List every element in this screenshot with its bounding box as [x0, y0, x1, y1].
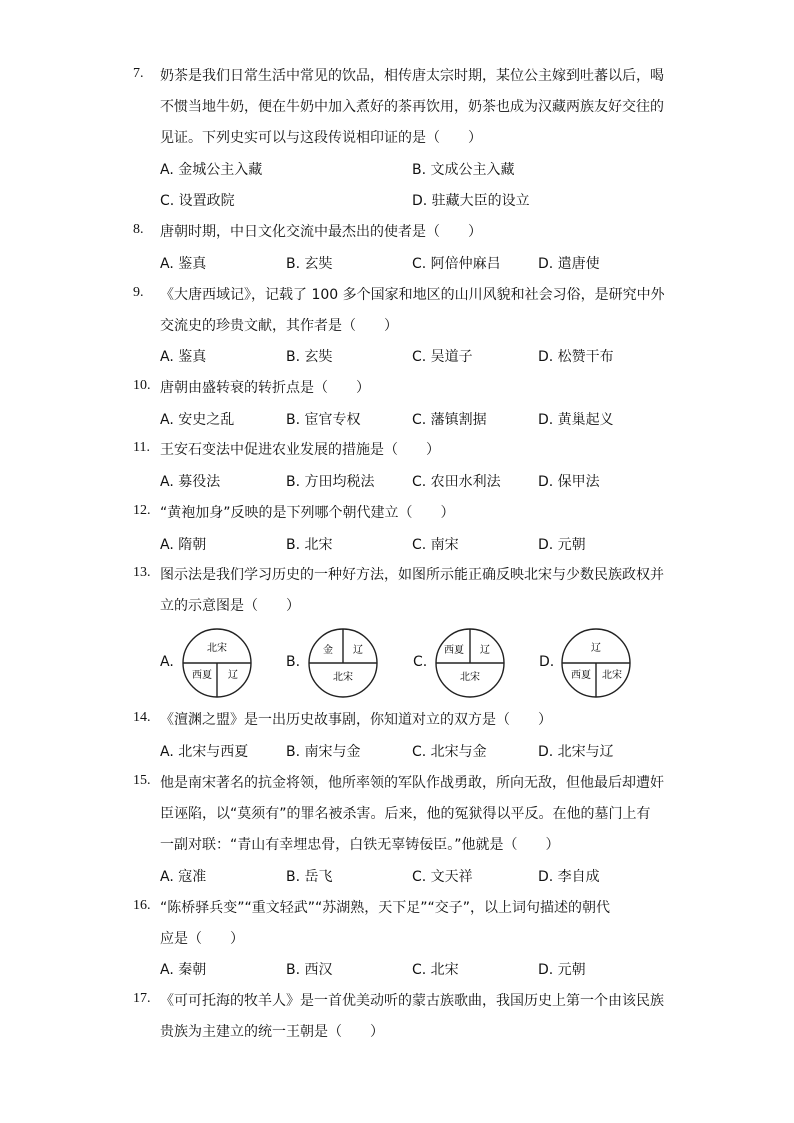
region-label: 辽	[353, 645, 363, 656]
option-b[interactable]: B. 北宋	[286, 537, 333, 553]
question-number: 7.	[133, 66, 144, 81]
option-d[interactable]: D. 保甲法	[538, 474, 600, 490]
question-text: 交流史的珍贵文献，其作者是（ ）	[160, 318, 398, 334]
option-d[interactable]: D. 元朝	[538, 537, 586, 553]
question-number: 9.	[133, 285, 144, 300]
option-letter: D.	[539, 654, 555, 670]
option-d[interactable]: D. 黄巢起义	[538, 412, 614, 428]
question-number: 8.	[133, 222, 144, 237]
circle-diagram	[560, 627, 632, 699]
option-d[interactable]: D. 元朝	[538, 962, 586, 978]
question-number: 11.	[133, 440, 150, 455]
option-letter: B.	[286, 654, 301, 670]
question-number: 10.	[133, 378, 151, 393]
option-d[interactable]: D. 松赞干布	[538, 349, 614, 365]
question-number: 16.	[133, 898, 151, 913]
question-text: 贵族为主建立的统一王朝是（ ）	[160, 1024, 384, 1040]
option-a[interactable]: A. 募役法	[160, 474, 221, 490]
question-text: 《可可托海的牧羊人》是一首优美动听的蒙古族歌曲，我国历史上第一个由该民族	[160, 993, 664, 1009]
option-c[interactable]: C. 吴道子	[412, 349, 473, 365]
diagram-option-a[interactable]	[160, 627, 260, 699]
question-text: 他是南宋著名的抗金将领，他所率领的军队作战勇敢，所向无敌，但他最后却遭奸	[160, 775, 664, 791]
region-label: 西夏	[192, 670, 212, 681]
diagram-option-d[interactable]	[539, 627, 639, 699]
option-c[interactable]: C. 北宋与金	[412, 744, 487, 760]
question-text: 立的示意图是（ ）	[160, 598, 300, 614]
option-b[interactable]: B. 宦官专权	[286, 412, 361, 428]
options-row	[160, 742, 680, 762]
question-text: 见证。下列史实可以与这段传说相印证的是（ ）	[160, 130, 482, 146]
question-text: 《澶渊之盟》是一出历史故事剧，你知道对立的双方是（ ）	[160, 712, 552, 728]
region-label: 北宋	[333, 672, 353, 683]
option-a[interactable]: A. 鉴真	[160, 256, 207, 272]
region-label: 西夏	[571, 670, 591, 681]
option-c[interactable]: C. 农田水利法	[412, 474, 501, 490]
option-b[interactable]: B. 岳飞	[286, 869, 333, 885]
options-row	[160, 410, 680, 430]
option-a[interactable]: A. 安史之乱	[160, 412, 235, 428]
question-text: 唐朝由盛转衰的转折点是（ ）	[160, 380, 370, 396]
region-label: 辽	[591, 643, 601, 654]
options-row	[160, 160, 680, 180]
question-text: 《大唐西域记》，记载了 100 多个国家和地区的山川风貌和社会习俗，是研究中外	[160, 287, 665, 303]
circle-diagram	[307, 627, 379, 699]
option-a[interactable]: A. 秦朝	[160, 962, 207, 978]
question-text: 唐朝时期，中日文化交流中最杰出的使者是（ ）	[160, 224, 482, 240]
option-c[interactable]: C. 藩镇割据	[412, 412, 487, 428]
region-label: 金	[323, 645, 333, 656]
option-d[interactable]: D. 遣唐使	[538, 256, 600, 272]
option-b[interactable]: B. 玄奘	[286, 256, 333, 272]
circle-diagram	[181, 627, 253, 699]
option-a[interactable]: A. 寇准	[160, 869, 207, 885]
question-text: 应是（ ）	[160, 931, 244, 947]
question-text: 王安石变法中促进农业发展的措施是（ ）	[160, 442, 440, 458]
diagram-option-c[interactable]	[413, 627, 513, 699]
question-text: 臣诬陷，以“莫须有”的罪名被杀害。后来，他的冤狱得以平反。在他的墓门上有	[160, 806, 651, 822]
options-row	[160, 347, 680, 367]
question-text: 不惯当地牛奶，便在牛奶中加入煮好的茶再饮用，奶茶也成为汉藏两族友好交往的	[160, 99, 664, 115]
option-a[interactable]: A. 鉴真	[160, 349, 207, 365]
question-text: “陈桥驿兵变”“重文轻武”“苏湖熟，天下足”“交子”，以上词句描述的朝代	[160, 900, 611, 916]
question-number: 12.	[133, 503, 151, 518]
option-a[interactable]: A. 北宋与西夏	[160, 744, 249, 760]
options-row	[160, 867, 680, 887]
option-d[interactable]: D. 北宋与辽	[538, 744, 614, 760]
region-label: 北宋	[602, 670, 622, 681]
circle-diagram	[434, 627, 506, 699]
question-text: 图示法是我们学习历史的一种好方法，如图所示能正确反映北宋与少数民族政权并	[160, 567, 664, 583]
option-letter: C.	[413, 654, 428, 670]
options-row	[160, 191, 680, 211]
option-b[interactable]: B. 西汉	[286, 962, 333, 978]
region-label: 北宋	[460, 672, 480, 683]
region-label: 辽	[480, 645, 490, 656]
option-c[interactable]: C. 设置政院	[160, 193, 235, 209]
diagram-option-b[interactable]	[286, 627, 386, 699]
option-d[interactable]: D. 驻藏大臣的设立	[412, 193, 530, 209]
option-d[interactable]: D. 李自成	[538, 869, 600, 885]
option-c[interactable]: C. 南宋	[412, 537, 459, 553]
option-c[interactable]: C. 文天祥	[412, 869, 473, 885]
options-row	[160, 535, 680, 555]
options-row	[160, 960, 680, 980]
option-a[interactable]: A. 金城公主入藏	[160, 162, 263, 178]
region-label: 西夏	[444, 645, 464, 656]
option-c[interactable]: C. 北宋	[412, 962, 459, 978]
question-text: “黄袍加身”反映的是下列哪个朝代建立（ ）	[160, 505, 455, 521]
option-b[interactable]: B. 方田均税法	[286, 474, 375, 490]
option-b[interactable]: B. 文成公主入藏	[412, 162, 515, 178]
option-a[interactable]: A. 隋朝	[160, 537, 207, 553]
question-number: 17.	[133, 991, 151, 1006]
question-number: 14.	[133, 710, 151, 725]
options-row	[160, 254, 680, 274]
option-b[interactable]: B. 南宋与金	[286, 744, 361, 760]
option-c[interactable]: C. 阿倍仲麻吕	[412, 256, 501, 272]
question-text: 奶茶是我们日常生活中常见的饮品，相传唐太宗时期，某位公主嫁到吐蕃以后，喝	[160, 68, 664, 84]
options-row	[160, 472, 680, 492]
option-b[interactable]: B. 玄奘	[286, 349, 333, 365]
option-letter: A.	[160, 654, 174, 670]
question-number: 13.	[133, 565, 151, 580]
question-text: 一副对联：“青山有幸埋忠骨，白铁无辜铸佞臣。”他就是（ ）	[160, 837, 560, 853]
question-number: 15.	[133, 773, 151, 788]
region-label: 北宋	[207, 643, 227, 654]
region-label: 辽	[228, 670, 238, 681]
